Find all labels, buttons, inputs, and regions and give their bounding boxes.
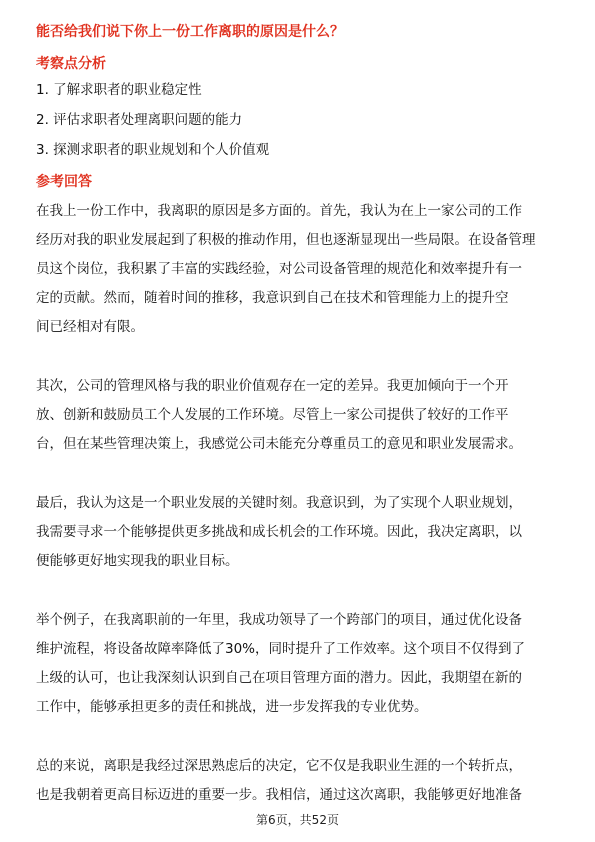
- text-line: 在我上一份工作中，我离职的原因是多方面的。首先，我认为在上一家公司的工作: [36, 203, 522, 219]
- answer-body: [36, 197, 566, 840]
- answer-paragraph-1: [36, 197, 566, 342]
- text-line: 最后，我认为这是一个职业发展的关键时刻。我意识到，为了实现个人职业规划，: [36, 495, 522, 511]
- analysis-list: [36, 80, 566, 170]
- answer-paragraph-2: [36, 372, 566, 459]
- answer-paragraph-4: [36, 606, 566, 722]
- text-line: 维护流程，将设备故障率降低了30%，同时提升了工作效率。这个项目不仅得到了: [36, 641, 526, 657]
- text-line: 工作中，能够承担更多的责任和挑战，进一步发挥我的专业优势。: [36, 699, 428, 715]
- text-line: 举个例子，在我离职前的一年里，我成功领导了一个跨部门的项目，通过优化设备: [36, 612, 522, 628]
- analysis-item: 3. 探测求职者的职业规划和个人价值观: [36, 142, 270, 158]
- answer-heading: 参考回答: [36, 174, 92, 190]
- text-line: 我需要寻求一个能够提供更多挑战和成长机会的工作环境。因此，我决定离职，以: [36, 524, 522, 540]
- text-line: 也是我朝着更高目标迈进的重要一步。我相信，通过这次离职，我能够更好地准备: [36, 787, 522, 803]
- analysis-heading: 考察点分析: [36, 56, 106, 72]
- text-line: 台，但在某些管理决策上，我感觉公司未能充分尊重员工的意见和职业发展需求。: [36, 436, 522, 452]
- text-line: 放、创新和鼓励员工个人发展的工作环境。尽管上一家公司提供了较好的工作平: [36, 407, 509, 423]
- text-line: 定的贡献。然而，随着时间的推移，我意识到自己在技术和管理能力上的提升空: [36, 290, 509, 306]
- page-number: 第6页，共52页: [256, 813, 339, 827]
- answer-paragraph-3: [36, 489, 566, 576]
- analysis-item: 2. 评估求职者处理离职问题的能力: [36, 112, 243, 128]
- analysis-item: 1. 了解求职者的职业稳定性: [36, 82, 202, 98]
- text-line: 间已经相对有限。: [36, 319, 144, 335]
- answer-paragraph-5: [36, 752, 566, 810]
- text-line: 经历对我的职业发展起到了积极的推动作用，但也逐渐显现出一些局限。在设备管理: [36, 232, 536, 248]
- text-line: 其次，公司的管理风格与我的职业价值观存在一定的差异。我更加倾向于一个开: [36, 378, 509, 394]
- text-line: 便能够更好地实现我的职业目标。: [36, 553, 239, 569]
- text-line: 员这个岗位，我积累了丰富的实践经验，对公司设备管理的规范化和效率提升有一: [36, 261, 522, 277]
- question-title: 能否给我们说下你上一份工作离职的原因是什么？: [36, 24, 344, 40]
- text-line: 总的来说，离职是我经过深思熟虑后的决定，它不仅是我职业生涯的一个转折点，: [36, 758, 522, 774]
- text-line: 上级的认可，也让我深刻认识到自己在项目管理方面的潜力。因此，我期望在新的: [36, 670, 522, 686]
